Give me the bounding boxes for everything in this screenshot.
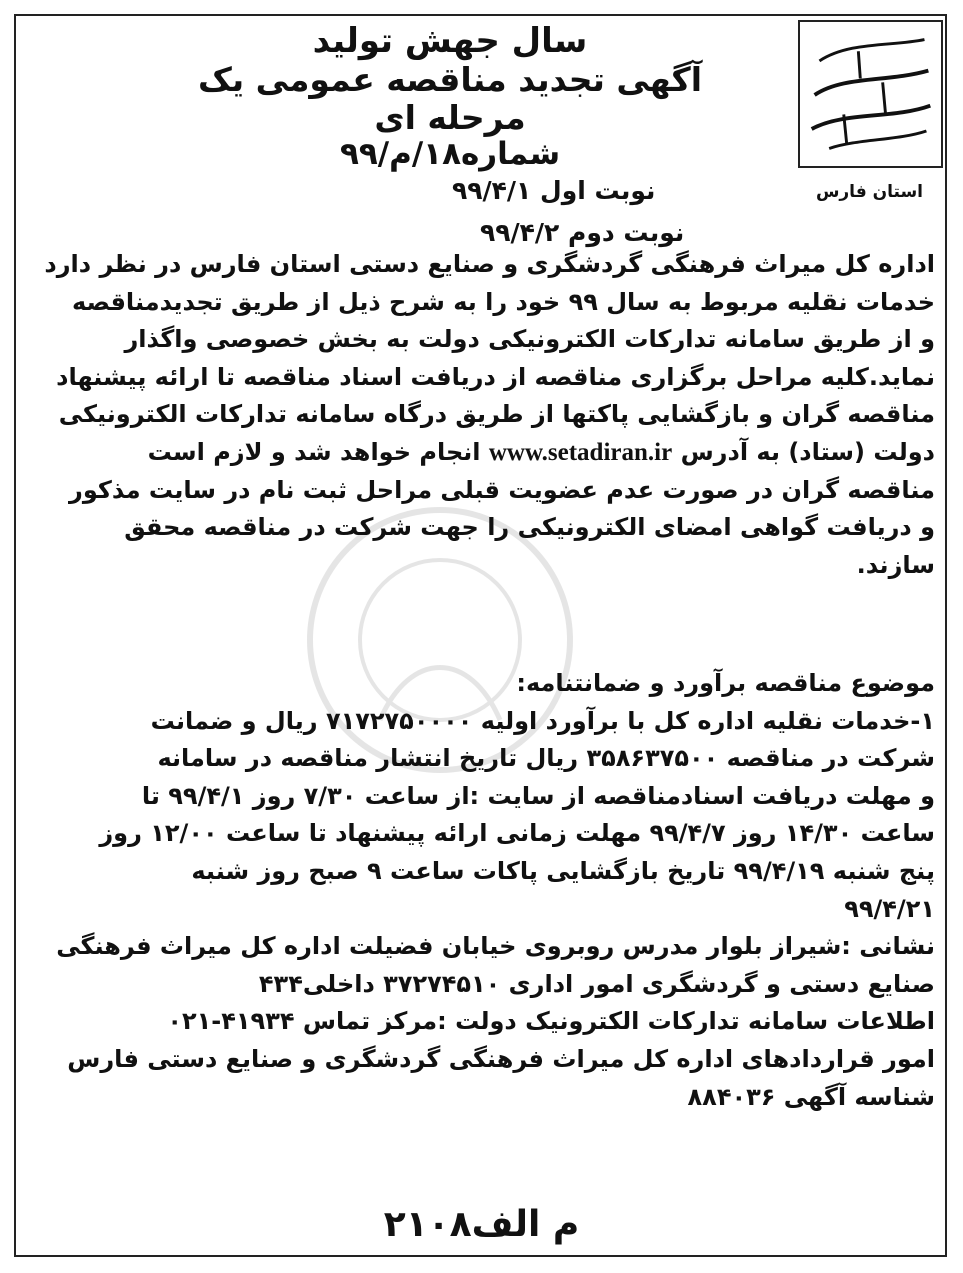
first-round-date: نوبت اول ۹۹/۴/۱ bbox=[452, 176, 656, 205]
intro-line: مناقصه گران در صورت عدم عضویت قبلی مراحل ثبت نام در سایت مذکور bbox=[69, 475, 935, 504]
detail-line: پنج شنبه ۹۹/۴/۱۹ تاریخ بازگشایی پاکات ساعت ۹ صبح روز شنبه bbox=[191, 856, 935, 885]
intro-line: مناقصه گران و بازگشایی پاکتها از طریق درگاه سامانه تدارکات الکترونیکی bbox=[58, 400, 935, 429]
detail-line: ۱-خدمات نقلیه اداره کل با برآورد اولیه ۷۱۷۲۷۵۰۰۰۰ ریال و ضمانت bbox=[150, 706, 935, 735]
contracts-line: امور قراردادهای اداره کل میراث فرهنگی گردشگری و صنایع دستی فارس bbox=[67, 1044, 935, 1073]
address-line: نشانی :شیراز بلوار مدرس روبروی خیابان فضیلت اداره کل میراث فرهنگی bbox=[56, 932, 935, 961]
tender-number: شماره۱۸/م/۹۹ bbox=[339, 135, 561, 172]
intro-line: خدمات نقلیه مربوط به سال ۹۹ خود را به شرح ذیل از طریق تجدیدمناقصه bbox=[72, 287, 935, 316]
intro-line-prefix: دولت (ستاد) به آدرس bbox=[680, 437, 935, 466]
intro-line-suffix: انجام خواهد شد و لازم است bbox=[147, 437, 481, 466]
address-line: صنایع دستی و گردشگری امور اداری ۳۷۲۷۴۵۱۰ داخلی۴۳۴ bbox=[258, 969, 935, 998]
ad-id-line: شناسه آگهی ۸۸۴۰۳۶ bbox=[687, 1082, 935, 1111]
detail-line: ۹۹/۴/۲۱ bbox=[844, 894, 935, 923]
second-round-date: نوبت دوم ۹۹/۴/۲ bbox=[480, 218, 685, 247]
intro-line: سازند. bbox=[856, 550, 935, 579]
intro-line: نماید.کلیه مراحل برگزاری مناقصه از دریافت اسناد مناقصه تا ارائه پیشنهاد bbox=[56, 362, 935, 391]
tender-title: آگهی تجدید مناقصه عمومی یک مرحله ای bbox=[197, 60, 703, 138]
notice-intro bbox=[30, 246, 935, 584]
detail-line: موضوع مناقصه برآورد و ضمانتنامه: bbox=[516, 669, 935, 697]
footer-code: م الف۲۱۰۸ bbox=[383, 1204, 580, 1245]
contact-line: اطلاعات سامانه تدارکات الکترونیک دولت :مرکز تماس ۴۱۹۳۴-۰۲۱ bbox=[167, 1007, 935, 1036]
detail-line: و مهلت دریافت اسنادمناقصه از سایت :از ساعت ۷/۳۰ روز ۹۹/۴/۱ تا bbox=[141, 781, 935, 810]
detail-line: ساعت ۱۴/۳۰ روز ۹۹/۴/۷ مهلت زمانی ارائه پیشنهاد تا ساعت ۱۲/۰۰ روز bbox=[99, 819, 935, 848]
intro-line-url bbox=[30, 434, 935, 472]
slogan-title: سال جهش تولید bbox=[312, 21, 588, 61]
detail-line: شرکت در مناقصه ۳۵۸۶۳۷۵۰۰ ریال تاریخ انتشار مناقصه در سامانه bbox=[157, 744, 935, 773]
ministry-logo-calligraphy bbox=[800, 22, 941, 166]
intro-line: و از طریق سامانه تدارکات الکترونیکی دولت به بخش خصوصی واگذار bbox=[124, 325, 935, 354]
province-label: استان فارس bbox=[815, 182, 923, 202]
ministry-logo bbox=[798, 20, 943, 168]
notice-heading bbox=[170, 22, 730, 173]
intro-line: اداره کل میراث فرهنگی گردشگری و صنایع دستی استان فارس در نظر دارد bbox=[44, 250, 935, 278]
setad-url-link[interactable]: www.setadiran.ir bbox=[488, 438, 673, 466]
notice-details bbox=[30, 665, 935, 1116]
intro-line: و دریافت گواهی امضای الکترونیکی را جهت شرکت در مناقصه محقق bbox=[124, 513, 935, 542]
